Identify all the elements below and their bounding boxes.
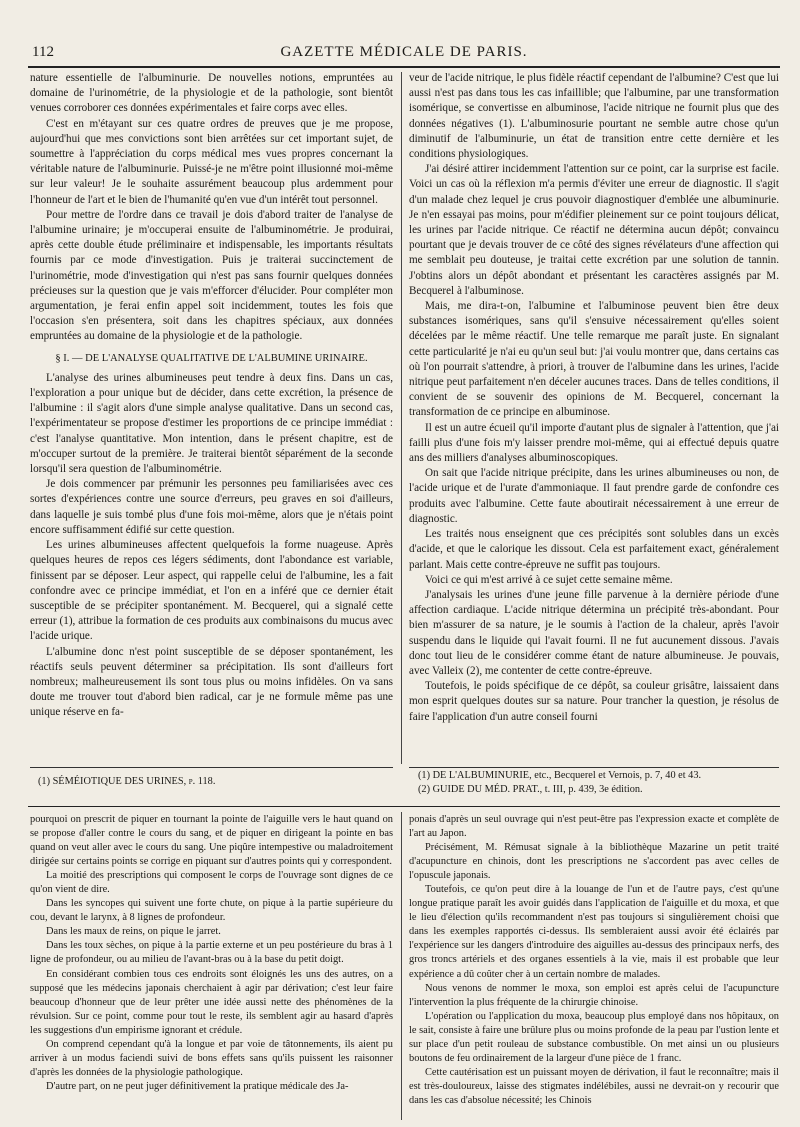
lower-right-column <box>409 813 779 1119</box>
paragraph: Précisément, M. Rémusat signale à la bibliothèque Mazarine un petit traité d'acupuncture en chinois, dont les prescriptions ne s'accordent pas avec celles de l'opuscule japonais. <box>409 842 779 882</box>
paragraph: Les traités nous enseignent que ces précipités sont solubles dans un excès d'acide, et que le calorique les dissout. Cela est parfaitement exact, généralement parlant. Mais cette contre-épreuve ne suffit pas toujours. <box>409 528 779 571</box>
paragraph: Je dois commencer par prémunir les personnes peu familiarisées avec ces sortes d'expériences contre une source d'erreurs, peu graves en soi d'ailleurs, dans laquelle je suis tombé plus d'une fois moi-même, alors que je n'étais point encore suffisamment édifié sur cette question. <box>30 478 393 536</box>
paragraph: Mais, me dira-t-on, l'albumine et l'albuminose peuvent bien être deux substances isomériques, sans qu'il s'ensuive nécessairement qu'elles soient décelées par le même réactif. Une telle remarque me paraît juste. En signalant cette particularité je n'ai eu qu'un seul but: j'ai voulu montrer que, dans certains cas où l'on pourrait s'attendre, à priori, à trouver de l'albumine dans les urines, l'acide nitrique peut parfaitement n'en déceler aucunes traces. Dans de telles conditions, il convient de se souvenir des opinions de M. Becquerel, concernant la transformation de ce principe en albuminose. <box>409 300 779 419</box>
paragraph: Nous venons de nommer le moxa, son emploi est après celui de l'acupuncture l'intervention la plus fréquente de la chirurgie chinoise. <box>409 982 779 1008</box>
footnotes-right <box>418 769 778 796</box>
header-rule <box>28 66 780 68</box>
footnote-rule <box>30 767 393 768</box>
paragraph: nature essentielle de l'albuminurie. De nouvelles notions, empruntées au domaine de l'urinométrie, de la physiologie et de la pathologie, sont bientôt venues corroborer ces données expérimentales et faire corps avec elles. <box>30 72 393 115</box>
paragraph: J'ai désiré attirer incidemment l'attention sur ce point, car la surprise est facile. Voici un cas où la réflexion m'a permis d'éviter une erreur de diagnostic. Il s'agit d'un malade chez lequel je crus pouvoir diagnostiquer d'emblée une albuminurie. Je n'en essayai pas moins, pour m'édifier pleinement sur ce point toujours délicat, les urines par l'acide nitrique. Ce réactif ne détermina aucun dépôt; convaincu pourtant que je devais trouver de ce côté des signes révélateurs d'une affection qui me semblait peu douteuse, je traitai cette excrétion par une solution de tannin. J'obtins alors un dépôt abondant et présentant les caractères assignés par M. Becquerel à l'albuminose. <box>409 163 779 297</box>
page-number: 112 <box>32 44 54 60</box>
paragraph: Dans les syncopes qui suivent une forte chute, on pique à la partie supérieure du cou, devant le larynx, à 8 lignes de profondeur. <box>30 898 393 924</box>
paragraph: Toutefois, ce qu'on peut dire à la louange de l'un et de l'autre pays, c'est qu'une longue pratique paraît les avoir guidés dans l'application de l'aiguille et du moxa, et que le lieu d'élection qu'ils recommandent n'est pas toujours si singulièrement choisi que dans les exemples rapportés ci-dessus. Ils sembleraient aussi avoir été éclairés par l'expérience sur les dangers d'introduire des aiguilles au-dessus des principaux nerfs, des gros troncs artériels et des organes essentiels à la vie, mais il est probable que leur expérience a dû coûter cher à un certain nombre de malades. <box>409 884 779 980</box>
paragraph: Les urines albumineuses affectent quelquefois la forme nuageuse. Après quelques heures de repos ces légers sédiments, dont l'abondance est variable, finissent par se déposer. Leur aspect, qui rappelle celui de l'albumine, les a fait confondre avec ce principe immédiat, et l'on en a inféré que ce dernier était susceptible de se précipiter spontanément. M. Becquerel, qui a signalé cette erreur (1), attribue la formation de ces produits aux combinaisons du mucus avec l'acide urique. <box>30 539 393 643</box>
paragraph: Voici ce qui m'est arrivé à ce sujet cette semaine même. <box>425 573 673 586</box>
paragraph: L'analyse des urines albumineuses peut tendre à deux fins. Dans un cas, l'exploration a pour unique but de décider, dans cette excrétion, la présence de l'albumine : il s'agit alors d'une simple analyse qualitative. Dans un second cas, l'expérimentateur se propose d'estimer les proportions de ce principe immédiat : c'est l'analyse quantitative. Mon intention, dans le présent chapitre, est de m'occuper surtout de la première. Je traiterai bientôt séparément de la seconde lorsqu'il sera question de l'albuminométrie. <box>30 371 393 476</box>
paragraph: Dans les maux de reins, on pique le jarret. <box>46 926 221 938</box>
paragraph: En considérant combien tous ces endroits sont éloignés les uns des autres, on a supposé que les médecins japonais cherchaient à agir par dérivation; c'est leur faire beaucoup d'honneur que de leur prêter une idée aussi nette des phénomènes de la révulsion. Sur ce point, comme pour tout le reste, ils semblent agir au hasard d'après les suggestions d'un empirisme ignorant et crédule. <box>30 968 393 1036</box>
paragraph: Toutefois, le poids spécifique de ce dépôt, sa couleur grisâtre, laissaient dans mon esprit quelques doutes sur sa nature. Pour trancher la question, je résolus de faire l'application d'un autre conseil fourni <box>409 680 779 723</box>
paragraph: Pour mettre de l'ordre dans ce travail je dois d'abord traiter de l'analyse de l'albumine urinaire; je m'occuperai ensuite de l'albuminométrie. Je produirai, après cette double étude préliminaire et indispensable, les importants résultats fournis par ce mode d'investigation. Puis je traiterai succinctement de l'urinométrie, mode d'investigation qui n'est pas sans fournir quelques données précieuses sur la question que je vais m'efforcer d'élucider. Pour compléter mon argumentation, je ferai enfin appel soit incidemment, toutes les fois que l'occasion s'en présentera, soit dans les chapitres spéciaux, aux données empruntées au domaine de la physiologie et de la pathologie. <box>30 208 393 343</box>
paragraph: D'autre part, on ne peut juger définitivement la pratique médicale des Ja- <box>46 1080 349 1092</box>
column-rule <box>401 72 402 764</box>
upper-right-column <box>409 71 779 763</box>
paragraph: On comprend cependant qu'à la longue et par voie de tâtonnements, ils aient pu arriver à un modus faciendi suivi de bons effets sans qu'ils puissent les raisonner d'après les données de la physiologie pathologique. <box>30 1038 393 1078</box>
paragraph: On sait que l'acide nitrique précipite, dans les urines albumineuses ou non, de l'acide urique et de l'urate d'ammoniaque. Il faut prendre garde de confondre ces produits avec l'albumine. Cette faute aboutirait nécessairement à une erreur de diagnostic. <box>409 467 779 525</box>
paragraph: La moitié des prescriptions qui composent le corps de l'ouvrage sont dignes de ce qu'on vient de dire. <box>30 870 393 896</box>
paragraph: Il est un autre écueil qu'il importe d'autant plus de signaler à l'attention, que j'ai failli plus d'une fois m'y laisser prendre moi-même, qui ai effectué depuis quatre ans des milliers d'analyses albuminoscopiques. <box>409 421 779 465</box>
paragraph: Cette cautérisation est un puissant moyen de dérivation, il faut le reconnaître; mais il est très-douloureux, laisse des stigmates indélébiles, aussi ne devrait-on y recourir que dans les cas d'absolue nécessité; les Chinois <box>409 1066 779 1106</box>
footnotes-left <box>38 775 388 789</box>
paragraph: C'est en m'étayant sur ces quatre ordres de preuves que je me propose, aujourd'hui que mes convictions sont bien arrêtées sur cet important sujet, de soumettre à l'appréciation du corps médical mes vues propres concernant la véritable nature de l'albuminurie. Puissé-je ne m'être point illusionné moi-même sur leur valeur! Je le souhaite assurément beaucoup plus ardemment pour l'honneur de l'art et le bien de l'humanité qu'en vue d'un intérêt tout personnel. <box>30 117 393 206</box>
lower-left-column <box>30 813 393 1119</box>
page-header <box>28 44 780 66</box>
footnote: (2) GUIDE DU MÉD. PRAT., t. III, p. 439, 3e édition. <box>418 783 643 795</box>
paragraph: veur de l'acide nitrique, le plus fidèle réactif cependant de l'albumine? C'est que lui aussi n'est pas dans tous les cas infaillible; que l'albumine, par une transformation isomérique, se convertisse en albuminose, l'acide nitrique ne fournit plus que des données négatives (1). L'albuminosurie pourtant ne semble autre chose qu'un diminutif de l'albuminurie, un état de transition entre cette dernière et les conditions physiologiques. <box>409 72 779 161</box>
column-rule <box>401 812 402 1120</box>
footnote: (1) SÉMÉIOTIQUE DES URINES, p. 118. <box>38 776 216 787</box>
footnote-rule <box>409 767 779 768</box>
paragraph: ponais d'après un seul ouvrage qui n'est peut-être pas l'expression exacte et complète de l'art au Japon. <box>409 814 779 840</box>
footnote: (1) DE L'ALBUMINURIE, etc., Becquerel et Vernois, p. 7, 40 et 43. <box>418 770 702 781</box>
paragraph: L'opération ou l'application du moxa, beaucoup plus employé dans nos hôpitaux, on le sait, consiste à faire une brûlure plus ou moins profonde de la peau par l'ustion lente et sur place d'un petit rouleau de substance combustible. On met ainsi un ou plusieurs boutons de feu ordinairement de la largeur d'une pièce de 1 franc. <box>409 1010 779 1064</box>
paragraph: pourquoi on prescrit de piquer en tournant la pointe de l'aiguille vers le haut quand on se propose d'aller contre le cours du sang, et de piquer en dirigeant la pointe en bas quand on veut aller avec le cours du sang. Une piqûre intempestive ou maladroitement dirigée sur certains points se corrige en piquant sur d'autres points qui y correspondent. <box>30 814 393 868</box>
section-heading: § I. — DE L'ANALYSE QUALITATIVE DE L'ALBUMINE URINAIRE. <box>55 352 368 364</box>
running-title: GAZETTE MÉDICALE DE PARIS. <box>280 44 528 60</box>
upper-left-column <box>30 71 393 763</box>
section-divider <box>28 806 780 807</box>
paragraph: J'analysais les urines d'une jeune fille parvenue à la dernière période d'une affection cardiaque. L'acide nitrique détermina un précipité très-abondant. Pour bien m'assurer de sa nature, je le soumis à l'action de la chaleur, après l'avoir suspendu dans le liquide qui l'avait fourni. Il ne fut aucunement dissous. J'avais donc tout lieu de le considérer comme étant de nature albumineuse. Je pouvais, avec Valleix (2), me contenter de cette contre-épreuve. <box>409 588 779 677</box>
paragraph: L'albumine donc n'est point susceptible de se déposer spontanément, les réactifs seuls peuvent déterminer sa précipitation. Ils sont d'ailleurs fort nombreux; malheureusement ils sont tous plus ou moins infidèles. On va sans doute me trouver tout d'abord bien radical, car je ne formule même pas une unique réserve en fa- <box>30 645 393 719</box>
paragraph: Dans les toux sèches, on pique à la partie externe et un peu postérieure du bras à 1 ligne de profondeur, ou au milieu de l'avant-bras ou à la base du petit doigt. <box>30 940 393 966</box>
